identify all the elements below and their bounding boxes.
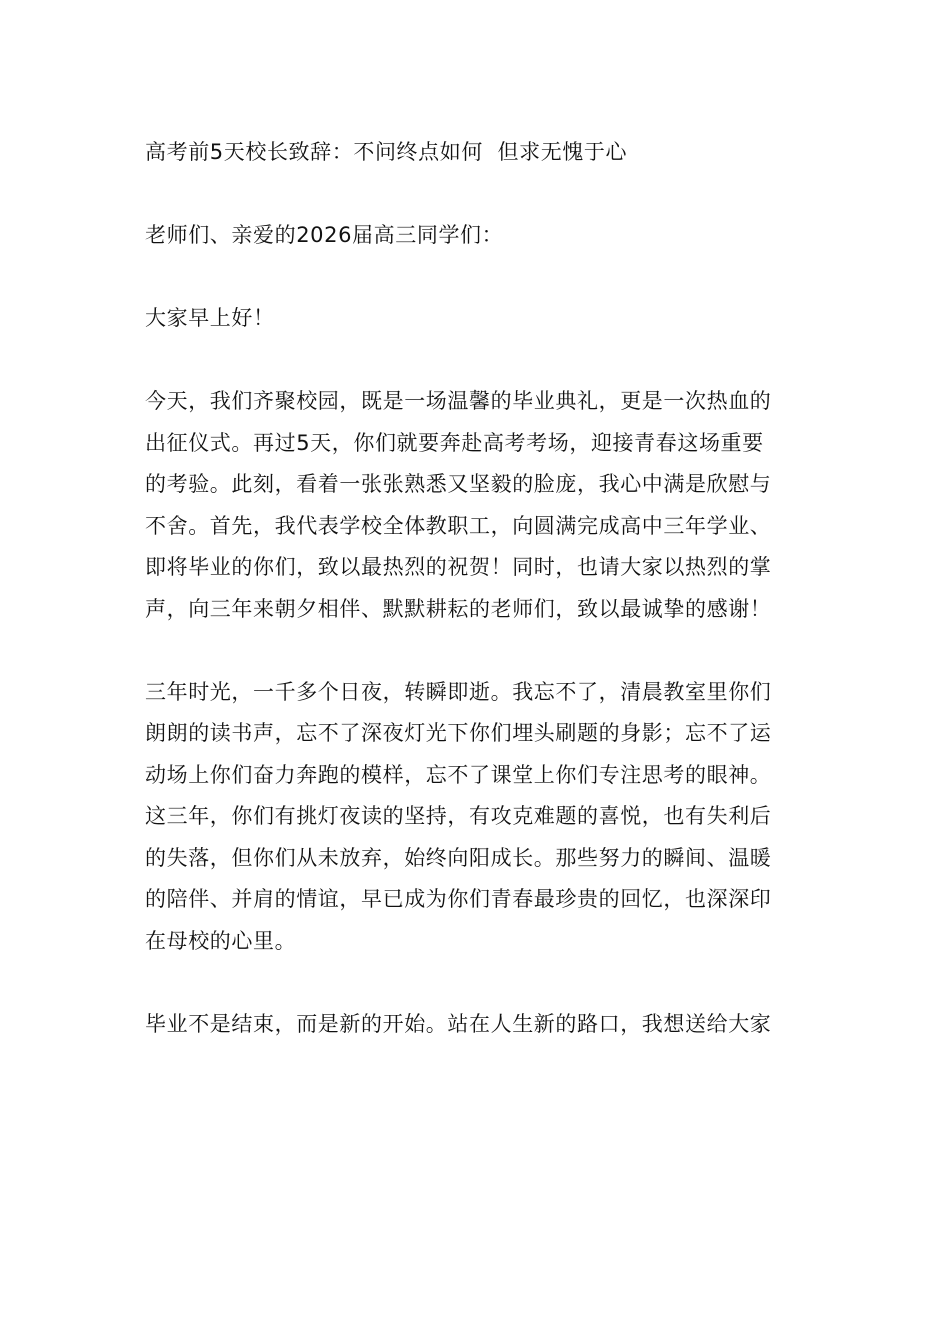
text-line: 今天，我们齐聚校园，既是一场温馨的毕业典礼，更是一次热血的 (145, 389, 772, 413)
text-line: 这三年，你们有挑灯夜读的坚持，有攻克难题的喜悦，也有失利后 (145, 804, 772, 828)
text-line: 的陪伴、并肩的情谊，早已成为你们青春最珍贵的回忆，也深深印 (145, 887, 772, 911)
paragraph-gap (145, 340, 807, 382)
document-title: 高考前5天校长致辞：不问终点如何 但求无愧于心 (145, 140, 628, 164)
text-line: 在母校的心里。 (145, 928, 297, 953)
document-page (145, 132, 807, 1045)
paragraph-gap (145, 174, 807, 216)
text-line: 声，向三年来朝夕相伴、默默耕耘的老师们，致以最诚挚的感谢！ (145, 596, 772, 621)
text-line: 朗朗的读书声，忘不了深夜灯光下你们埋头刷题的身影；忘不了运 (145, 721, 772, 745)
paragraph-gap (145, 257, 807, 299)
body-paragraph-1 (145, 381, 807, 630)
body-paragraph-3 (145, 1004, 807, 1046)
text-line: 毕业不是结束，而是新的开始。站在人生新的路口，我想送给大家 (145, 1011, 772, 1036)
text-line: 动场上你们奋力奔跑的模样，忘不了课堂上你们专注思考的眼神。 (145, 762, 772, 787)
paragraph-gap (145, 630, 807, 672)
text-line: 的失落，但你们从未放弃，始终向阳成长。那些努力的瞬间、温暖 (145, 845, 772, 870)
body-paragraph-2 (145, 672, 807, 963)
text-line: 的考验。此刻，看着一张张熟悉又坚毅的脸庞，我心中满是欣慰与 (145, 472, 772, 496)
text-line: 三年时光，一千多个日夜，转瞬即逝。我忘不了，清晨教室里你们 (145, 679, 772, 704)
paragraph-gap (145, 962, 807, 1004)
salutation: 老师们、亲爱的2026届高三同学们： (145, 223, 504, 247)
text-line: 即将毕业的你们，致以最热烈的祝贺！同时，也请大家以热烈的掌 (145, 555, 772, 579)
greeting: 大家早上好！ (145, 306, 275, 330)
text-line: 出征仪式。再过5天，你们就要奔赴高考考场，迎接青春这场重要 (145, 430, 764, 455)
text-line: 不舍。首先，我代表学校全体教职工，向圆满完成高中三年学业、 (145, 513, 772, 538)
